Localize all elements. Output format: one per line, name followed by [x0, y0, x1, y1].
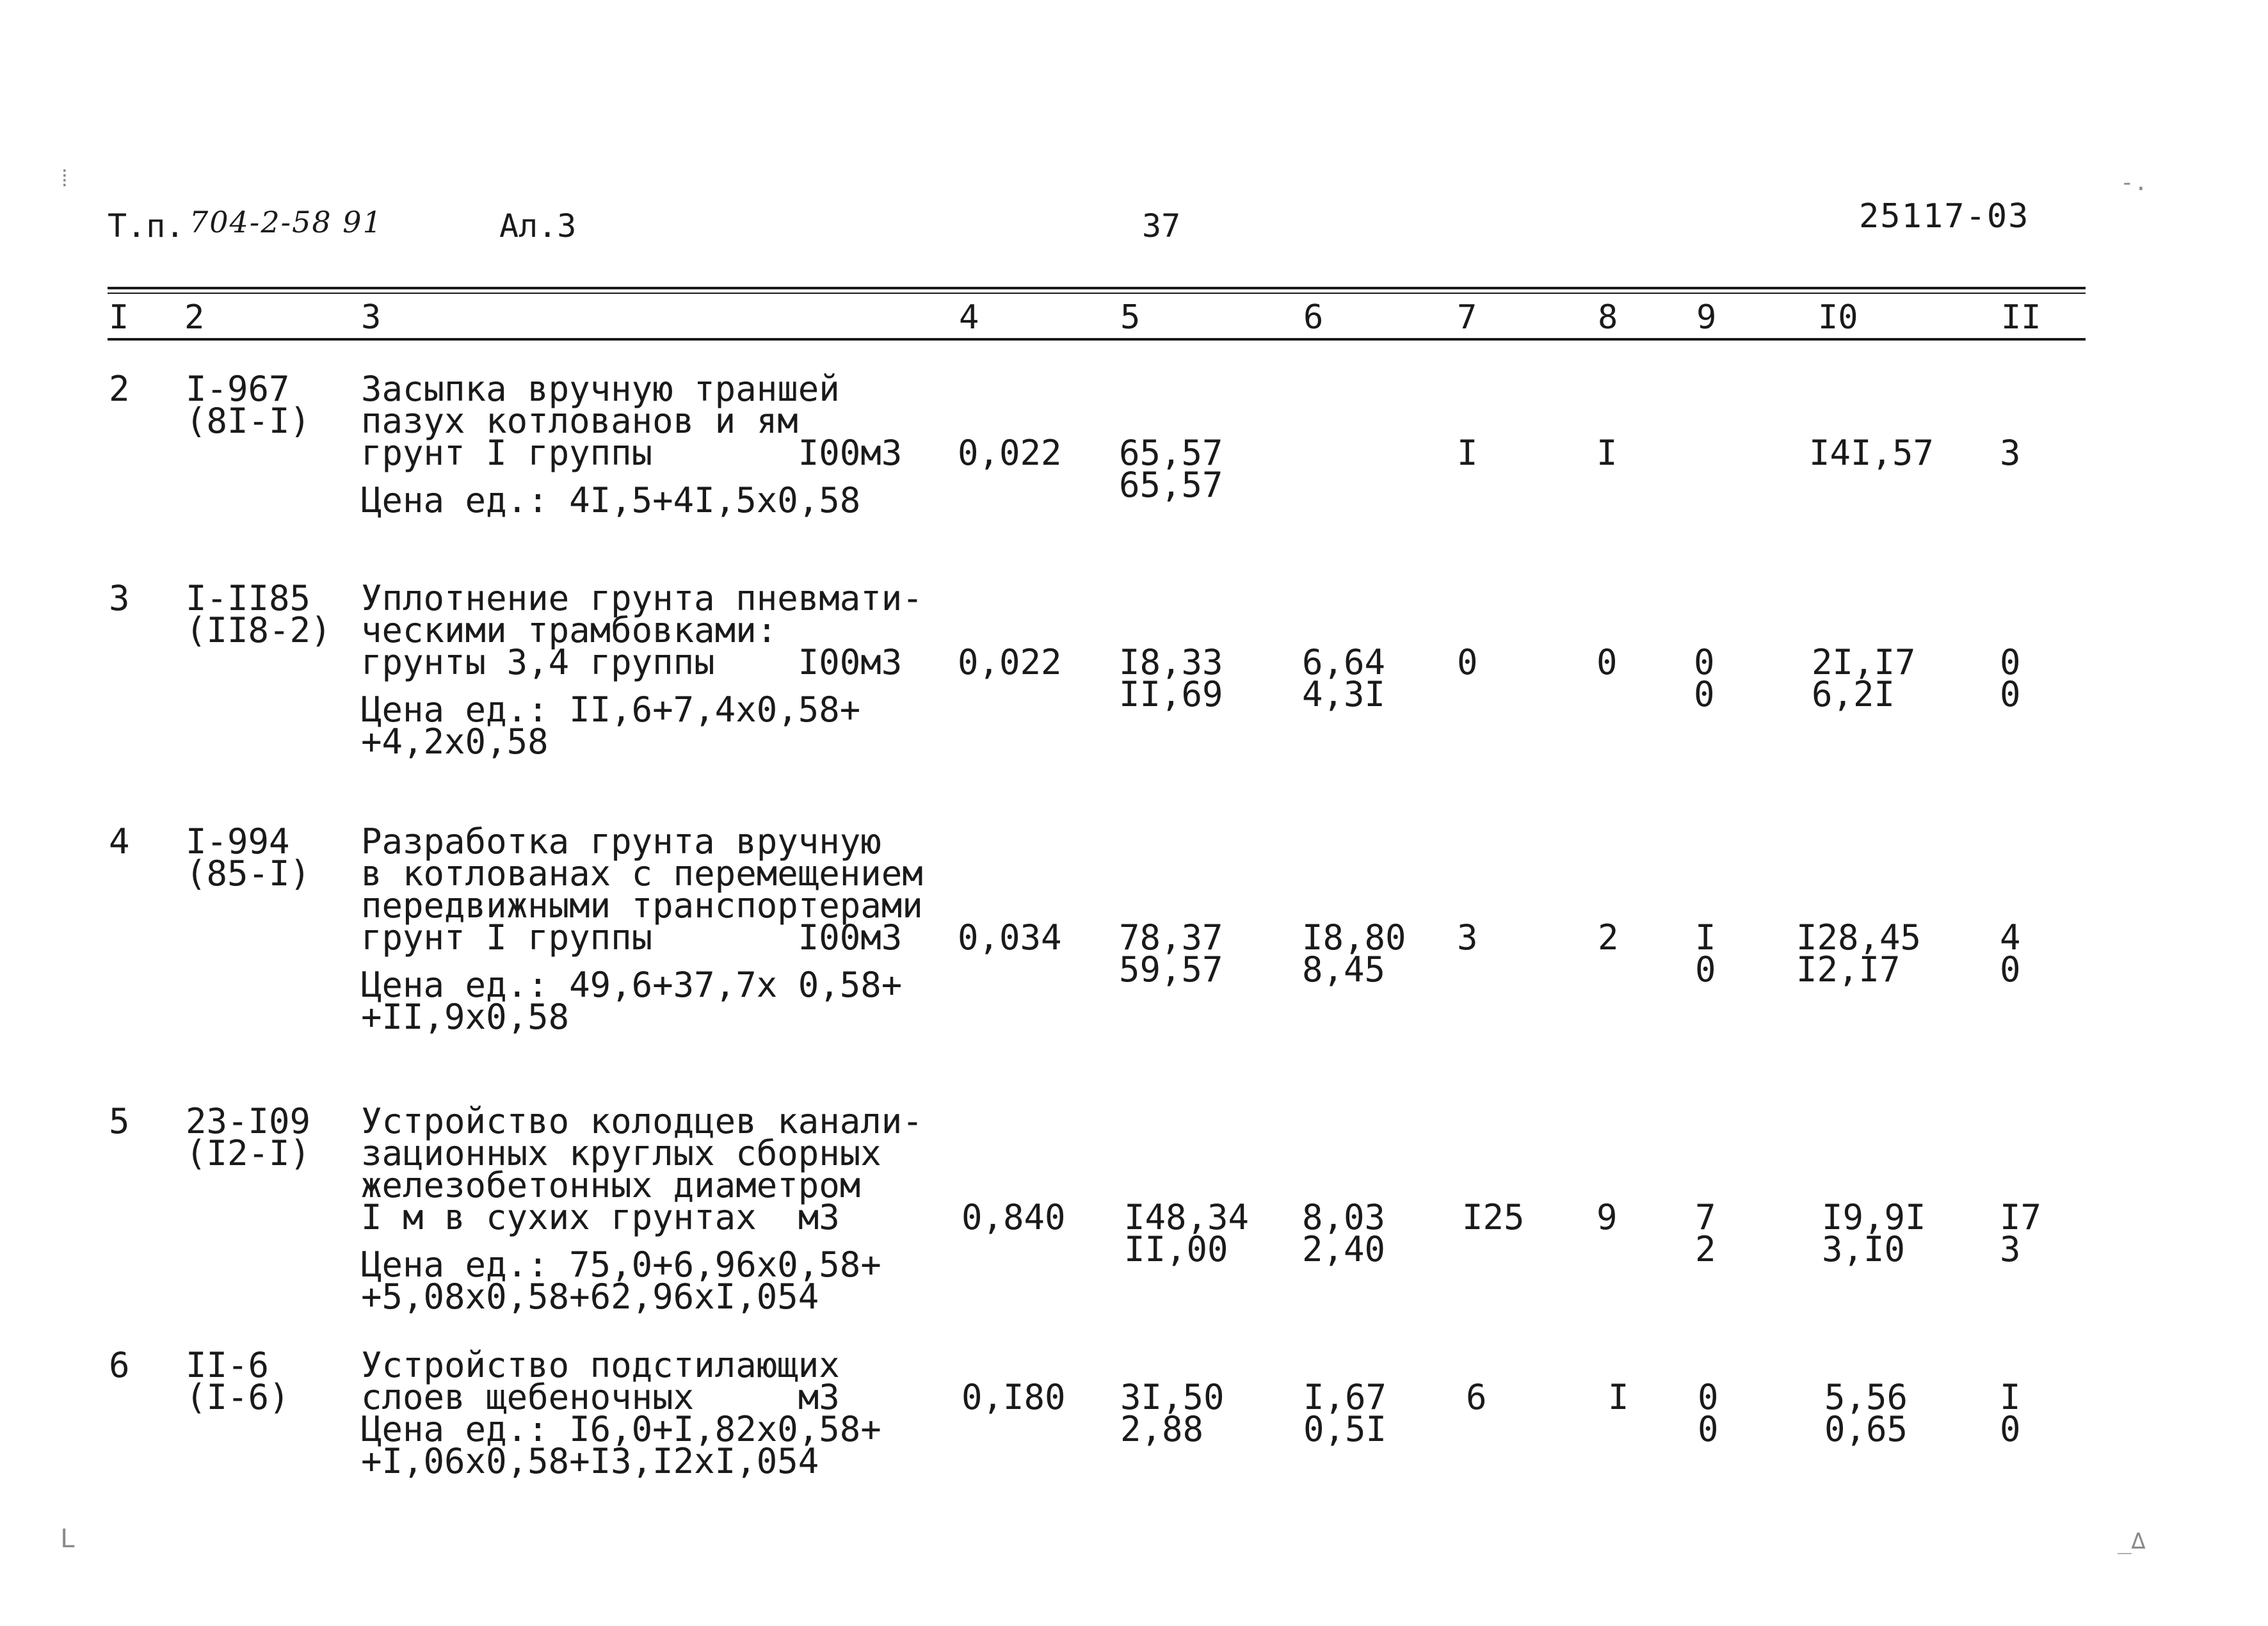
value-col-10: [1812, 642, 1916, 714]
row-number: 6: [109, 1345, 130, 1385]
row-number: 5: [109, 1101, 130, 1141]
work-description-line: в котлованах с перемещением: [361, 853, 923, 894]
value-col-9-line: 0: [1698, 1377, 1719, 1417]
value-col-9: [1698, 1377, 1719, 1449]
value-col-10: [1822, 1197, 1926, 1269]
norm-code: [186, 1101, 311, 1173]
value-col-9-line: 0: [1698, 1409, 1719, 1449]
value-col-7: [1466, 1377, 1487, 1417]
doc-prefix: Т.п.: [108, 207, 185, 245]
value-col-6-line: 4,3I: [1302, 674, 1386, 714]
value-col-10-line: 3,I0: [1822, 1229, 1906, 1269]
value-col-7-line: 0: [1457, 642, 1478, 682]
doc-code: 25117-03: [1859, 197, 2030, 236]
column-number-2: 2: [184, 298, 205, 337]
value-col-11-line: 0: [2000, 642, 2021, 682]
value-col-9-line: 7: [1695, 1197, 1716, 1237]
value-col-8: [1598, 917, 1619, 958]
value-col-8-line: 2: [1598, 917, 1619, 958]
top-rule: [108, 287, 2086, 289]
album-label: Ал.3: [499, 207, 577, 245]
column-number-8: 8: [1598, 298, 1618, 337]
column-number-6: 6: [1303, 298, 1324, 337]
value-col-5-line: 78,37: [1119, 917, 1223, 958]
value-col-4-line: 0,034: [958, 917, 1062, 958]
value-col-10-line: I2,I7: [1796, 949, 1901, 990]
value-col-8-line: I: [1608, 1377, 1629, 1417]
scan-mark: _∆: [2118, 1528, 2146, 1554]
top-rule-thin: [108, 293, 2086, 294]
value-col-6-line: 0,5I: [1303, 1409, 1387, 1449]
value-col-5-line: I8,33: [1119, 642, 1223, 682]
work-description-line: грунт I группы I00м3: [361, 917, 903, 958]
value-col-5: [1124, 1197, 1250, 1269]
row-number: 3: [109, 578, 130, 618]
value-col-5: [1119, 642, 1223, 714]
work-description-line: пазух котлованов и ям: [361, 401, 798, 441]
unit-price-formula-line: Цена ед.: 4I,5+4I,5x0,58: [361, 480, 861, 520]
value-col-4-line: 0,022: [958, 433, 1062, 473]
work-description-line: Устройство подстилающих: [361, 1345, 840, 1385]
value-col-6-line: I8,80: [1302, 917, 1406, 958]
column-number-11: II: [2001, 298, 2041, 337]
unit-price-formula: [361, 480, 861, 520]
value-col-10: [1824, 1377, 1908, 1449]
value-col-9-line: 2: [1695, 1229, 1716, 1269]
unit-price-formula-line: +4,2x0,58: [361, 721, 549, 762]
unit-price-formula-line: +I,06x0,58+I3,I2xI,054: [361, 1441, 819, 1481]
value-col-10-line: 0,65: [1824, 1409, 1908, 1449]
value-col-4-line: 0,I80: [961, 1377, 1066, 1417]
unit-price-formula-line: Цена ед.: 49,6+37,7x 0,58+: [361, 965, 903, 1005]
value-col-11-line: 0: [2000, 1409, 2021, 1449]
value-col-9-line: 0: [1694, 674, 1715, 714]
value-col-8: [1596, 642, 1618, 682]
value-col-9: [1695, 917, 1716, 990]
value-col-5-line: 3I,50: [1120, 1377, 1225, 1417]
value-col-10-line: 5,56: [1824, 1377, 1908, 1417]
unit-price-formula: [361, 965, 903, 1037]
norm-code-line: (II8-2): [186, 610, 332, 650]
norm-code-line: I-II85: [186, 578, 311, 618]
value-col-6-line: 2,40: [1302, 1229, 1386, 1269]
work-description: [361, 821, 923, 958]
norm-code-line: II-6: [186, 1345, 269, 1385]
norm-code-line: (I2-I): [186, 1133, 311, 1173]
value-col-7-line: 3: [1457, 917, 1478, 958]
value-col-6: [1302, 642, 1386, 714]
work-description-line: Засыпка вручную траншей: [361, 369, 840, 409]
row-number: 2: [109, 369, 130, 409]
work-description: [361, 369, 903, 473]
value-col-8: [1596, 433, 1618, 473]
value-col-11-line: 0: [2000, 674, 2021, 714]
value-col-4-line: 0,840: [961, 1197, 1066, 1237]
value-col-11-line: 3: [2000, 433, 2021, 473]
value-col-8: [1596, 1197, 1618, 1237]
norm-code-line: (I-6): [186, 1377, 290, 1417]
value-col-4-line: 0,022: [958, 642, 1062, 682]
work-description: [361, 1345, 840, 1417]
norm-code: [186, 578, 332, 650]
header-bottom-rule: [108, 338, 2086, 341]
value-col-4: [961, 1377, 1066, 1417]
value-col-7-line: I: [1457, 433, 1478, 473]
value-col-6: [1302, 917, 1406, 990]
unit-price-formula-line: +II,9x0,58: [361, 997, 570, 1037]
value-col-6-line: I,67: [1303, 1377, 1387, 1417]
norm-code-line: I-994: [186, 821, 290, 862]
value-col-5: [1119, 433, 1223, 505]
value-col-5: [1119, 917, 1223, 990]
value-col-9-line: 0: [1694, 642, 1715, 682]
work-description-line: зационных круглых сборных: [361, 1133, 881, 1173]
work-description-line: слоев щебеночных м3: [361, 1377, 840, 1417]
value-col-11: [2000, 642, 2021, 714]
work-description-line: грунты 3,4 группы I00м3: [361, 642, 903, 682]
unit-price-formula-line: Цена ед.: II,6+7,4x0,58+: [361, 689, 861, 730]
value-col-10-line: I4I,57: [1809, 433, 1934, 473]
value-col-5-line: 59,57: [1119, 949, 1223, 990]
norm-code: [186, 1345, 290, 1417]
value-col-6: [1303, 1377, 1387, 1449]
work-description-line: Устройство колодцев канали-: [361, 1101, 923, 1141]
value-col-11: [2000, 917, 2021, 990]
value-col-5-line: I48,34: [1124, 1197, 1250, 1237]
value-col-10: [1796, 917, 1922, 990]
scan-mark: L: [60, 1524, 76, 1554]
norm-code-line: (85-I): [186, 853, 311, 894]
scan-mark: ⁞: [58, 166, 72, 192]
value-col-11-line: 4: [2000, 917, 2021, 958]
value-col-9: [1694, 642, 1715, 714]
value-col-5-line: II,69: [1119, 674, 1223, 714]
column-number-1: I: [109, 298, 129, 337]
value-col-9-line: 0: [1695, 949, 1716, 990]
norm-code-line: I-967: [186, 369, 290, 409]
value-col-7-line: I25: [1462, 1197, 1525, 1237]
value-col-5-line: II,00: [1124, 1229, 1228, 1269]
value-col-11: [2000, 433, 2021, 473]
value-col-11: [2000, 1377, 2021, 1449]
work-description: [361, 1101, 923, 1237]
value-col-8: [1608, 1377, 1629, 1417]
value-col-8-line: I: [1596, 433, 1618, 473]
value-col-5-line: 2,88: [1120, 1409, 1204, 1449]
value-col-6-line: 6,64: [1302, 642, 1386, 682]
value-col-6: [1302, 1197, 1386, 1269]
value-col-8-line: 0: [1596, 642, 1618, 682]
value-col-5-line: 65,57: [1119, 433, 1223, 473]
value-col-5-line: 65,57: [1119, 465, 1223, 505]
value-col-9: [1695, 1197, 1716, 1269]
column-number-3: 3: [361, 298, 382, 337]
norm-code-line: (8I-I): [186, 401, 311, 441]
doc-number-handwritten: 704-2-58 91: [189, 205, 383, 239]
value-col-4: [958, 433, 1062, 473]
norm-code-line: 23-I09: [186, 1101, 311, 1141]
value-col-11-line: 3: [2000, 1229, 2021, 1269]
work-description-line: железобетонных диаметром: [361, 1165, 861, 1205]
work-description-line: Разработка грунта вручную: [361, 821, 881, 862]
value-col-7: [1462, 1197, 1525, 1237]
value-col-6-line: 8,45: [1302, 949, 1386, 990]
scan-mark: -.: [2120, 170, 2148, 196]
unit-price-formula-line: Цена ед.: 75,0+6,96x0,58+: [361, 1244, 881, 1285]
norm-code: [186, 821, 311, 894]
value-col-11-line: 0: [2000, 949, 2021, 990]
value-col-6-line: 8,03: [1302, 1197, 1386, 1237]
work-description-line: ческими трамбовками:: [361, 610, 778, 650]
value-col-7-line: 6: [1466, 1377, 1487, 1417]
value-col-4: [958, 642, 1062, 682]
column-number-10: I0: [1818, 298, 1858, 337]
work-description: [361, 578, 923, 682]
value-col-10-line: I9,9I: [1822, 1197, 1926, 1237]
value-col-11: [2000, 1197, 2042, 1269]
value-col-7: [1457, 642, 1478, 682]
value-col-10-line: I28,45: [1796, 917, 1922, 958]
value-col-5: [1120, 1377, 1225, 1449]
value-col-10-line: 2I,I7: [1812, 642, 1916, 682]
work-description-line: грунт I группы I00м3: [361, 433, 903, 473]
column-number-9: 9: [1696, 298, 1717, 337]
unit-price-formula: [361, 689, 861, 762]
unit-price-formula: [361, 1409, 881, 1481]
column-number-7: 7: [1457, 298, 1477, 337]
value-col-11-line: I7: [2000, 1197, 2042, 1237]
value-col-7: [1457, 917, 1478, 958]
value-col-9-line: I: [1695, 917, 1716, 958]
work-description-line: I м в сухих грунтах м3: [361, 1197, 840, 1237]
unit-price-formula-line: +5,08x0,58+62,96xI,054: [361, 1276, 819, 1317]
work-description-line: Уплотнение грунта пневмати-: [361, 578, 923, 618]
value-col-10-line: 6,2I: [1812, 674, 1895, 714]
value-col-7: [1457, 433, 1478, 473]
value-col-11-line: I: [2000, 1377, 2021, 1417]
row-number: 4: [109, 821, 130, 862]
value-col-10: [1809, 433, 1934, 473]
value-col-4: [958, 917, 1062, 958]
value-col-8-line: 9: [1596, 1197, 1618, 1237]
work-description-line: передвижными транспортерами: [361, 885, 923, 926]
value-col-4: [961, 1197, 1066, 1237]
unit-price-formula-line: Цена ед.: I6,0+I,82x0,58+: [361, 1409, 881, 1449]
unit-price-formula: [361, 1244, 881, 1317]
page-number: 37: [1142, 207, 1181, 245]
norm-code: [186, 369, 311, 441]
column-number-5: 5: [1120, 298, 1141, 337]
column-number-4: 4: [959, 298, 979, 337]
